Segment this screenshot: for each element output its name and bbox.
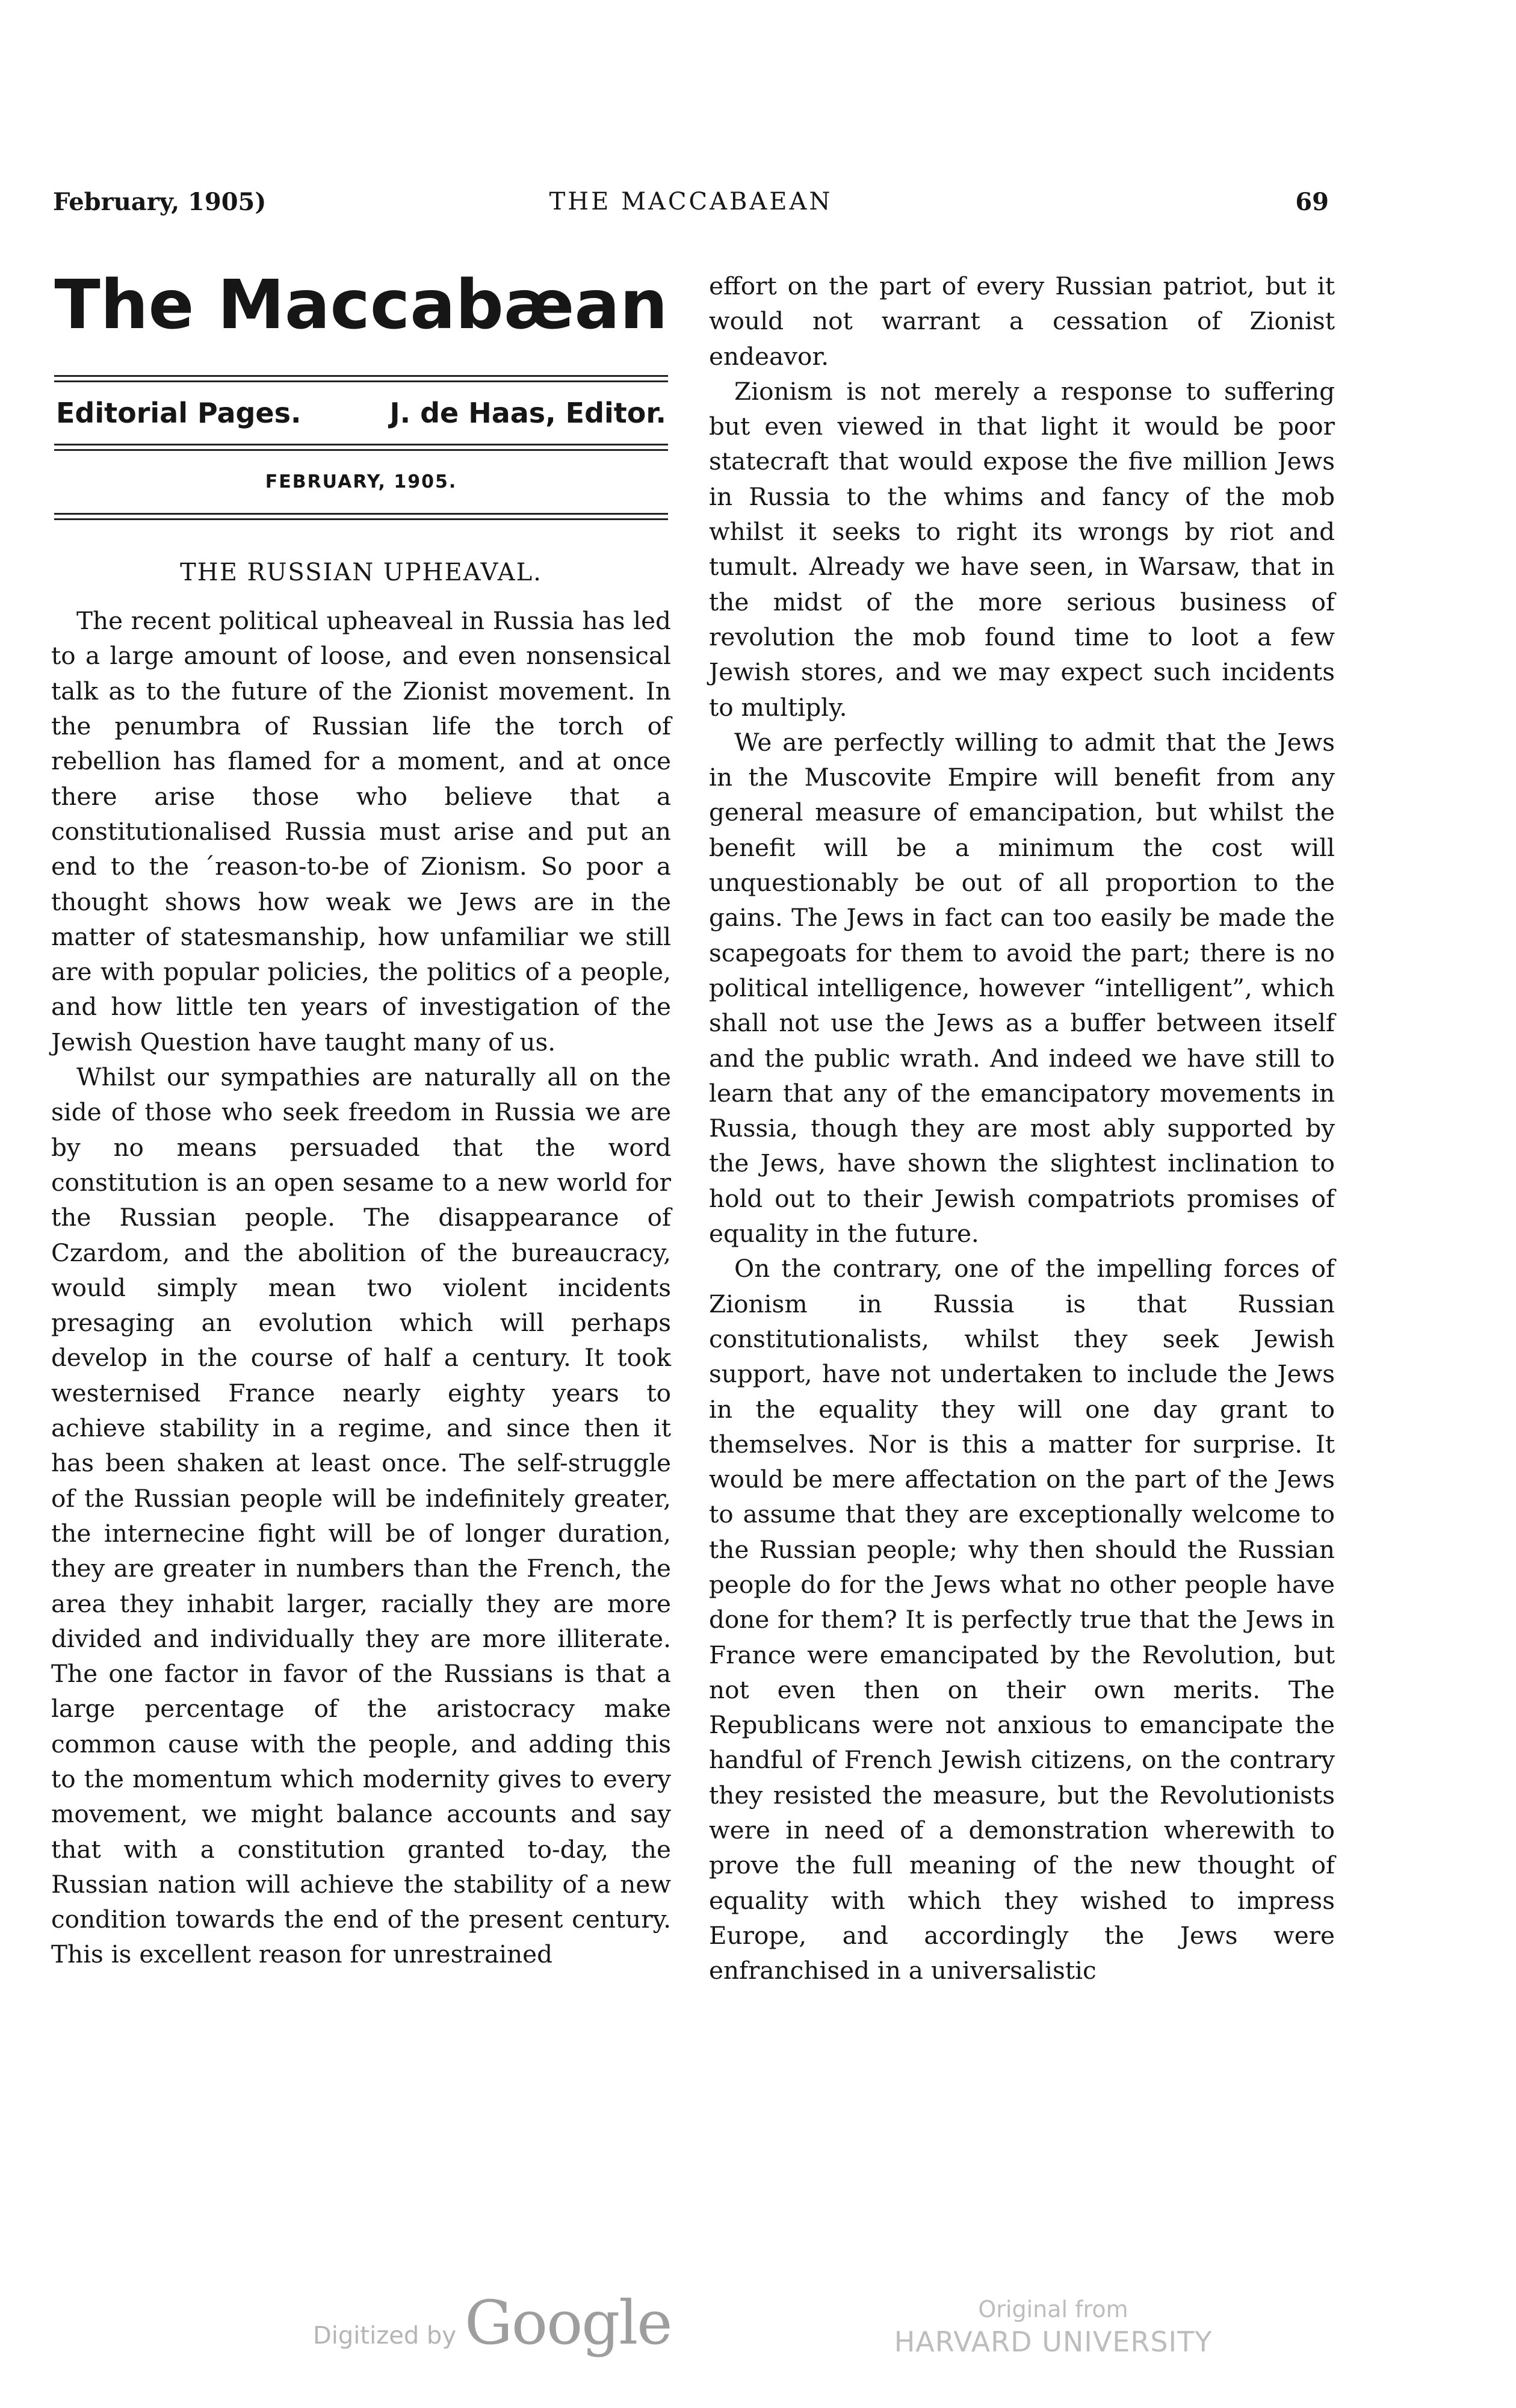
running-head (53, 188, 1329, 224)
original-from-watermark (885, 2295, 1222, 2360)
article-body-left (51, 603, 671, 1972)
running-head-date: February, 1905) (53, 188, 267, 216)
article-paragraph: We are perfectly willing to admit that the Jews in the Muscovite Empire will benefit from any general measure of emancipation, but whilst the benefit will be a minimum the cost will unquestionably be out of all proportion to the gains. The Jews in fact can too easily be made the scapegoats for them to avoid the part; there is no political intelligence, however “intelligent”, which shall not use the Jews as a buffer between itself and the public wrath. And indeed we have still to learn that any of the emancipatory movements in Russia, though they are most ably supported by the Jews, have shown the slightest inclination to hold out to their Jewish compatriots promises of equality in the future. (709, 727, 1335, 1249)
masthead-rule (54, 375, 668, 382)
article-paragraph: The recent political upheaveal in Russia has led to a large amount of loose, and even nonsensical talk as to the future of the Zionist movement. In the penumbra of Russian life the torch of rebellion has flamed for a moment, and at once there arise those who believe that a constitutionalised Russia must arise and put an end to the ´reason-to-be of Zionism. So poor a thought shows how weak we Jews are in the matter of statesmanship, how unfamiliar we still are with popular policies, the politics of a people, and how little ten years of investigation of the Jewish Question have taught many of us. (51, 606, 671, 1057)
masthead-title: The Maccabæan (54, 266, 668, 344)
institution-name: HARVARD UNIVERSITY (894, 2326, 1213, 2359)
article-body-right (709, 268, 1335, 1988)
masthead-rule (54, 444, 668, 451)
original-from-label: Original from (978, 2296, 1128, 2323)
article-paragraph: effort on the part of every Russian patriot, but it would not warrant a cessation of Zionist endeavor. (709, 272, 1335, 371)
digitized-by-watermark (313, 2288, 671, 2358)
editor-name: J. de Haas, Editor. (389, 397, 666, 430)
google-logo: Google (465, 2288, 672, 2358)
left-column (51, 259, 671, 1972)
article-paragraph: Zionism is not merely a response to suffering but even viewed in that light it would be poor statecraft that would expose the five million Jews in Russia to the whims and fancy of the mob whilst it seeks to right its wrongs by riot and tumult. Already we have seen, in Warsaw, that in the midst of the more serious business of revolution the mob found time to loot a few Jewish stores, and we may expect such incidents to multiply. (709, 376, 1335, 722)
editorial-line (56, 397, 666, 429)
digitized-by-label: Digitized by (313, 2322, 456, 2350)
page-number: 69 (1295, 188, 1329, 216)
right-column (709, 268, 1335, 1988)
article-paragraph: On the contrary, one of the impelling forces of Zionism in Russia is that Russian constitutionalists, whilst they seek Jewish support, have not undertaken to include the Jews in the equality they will one day grant to themselves. Nor is this a matter for surprise. It would be mere affectation on the part of the Jews to assume that they are exceptionally welcome to the Russian people; why then should the Russian people do for the Jews what no other people have done for them? It is perfectly true that the Jews in France were emancipated by the Revolution, but not even then on their own merits. The Republicans were not anxious to emancipate the handful of French Jewish citizens, on the contrary they resisted the measure, but the Revolutionists were in need of a demonstration wherewith to prove the full meaning of the new thought of equality with which they wished to impress Europe, and accordingly the Jews were enfranchised in a universalistic (709, 1254, 1335, 1985)
article-paragraph: Whilst our sympathies are naturally all on the side of those who seek freedom in Russia we are by no means persuaded that the word constitution is an open sesame to a new world for the Russian people. The disappearance of Czardom, and the abolition of the bureaucracy, would simply mean two violent incidents presaging an evolution which will perhaps develop in the course of half a century. It took westernised France nearly eighty years to achieve stability in a regime, and since then it has been shaken at least once. The self-struggle of the Russian people will be indefinitely greater, the internecine fight will be of longer duration, they are greater in numbers than the French, the area they inhabit larger, racially they are more divided and individually they are more illiterate. The one factor in favor of the Russians is that a large percentage of the aristocracy make common cause with the people, and adding this to the momentum which modernity gives to every movement, we might balance accounts and say that with a constitution granted to-day, the Russian nation will achieve the stability of a new condition towards the end of the present century. This is excellent reason for unrestrained (51, 1063, 671, 1969)
article-heading: THE RUSSIAN UPHEAVAL. (180, 559, 542, 587)
masthead-rule (54, 513, 668, 520)
issue-date: FEBRUARY, 1905. (265, 471, 457, 493)
running-head-title: THE MACCABAEAN (549, 188, 833, 216)
editorial-pages-label: Editorial Pages. (56, 397, 302, 430)
